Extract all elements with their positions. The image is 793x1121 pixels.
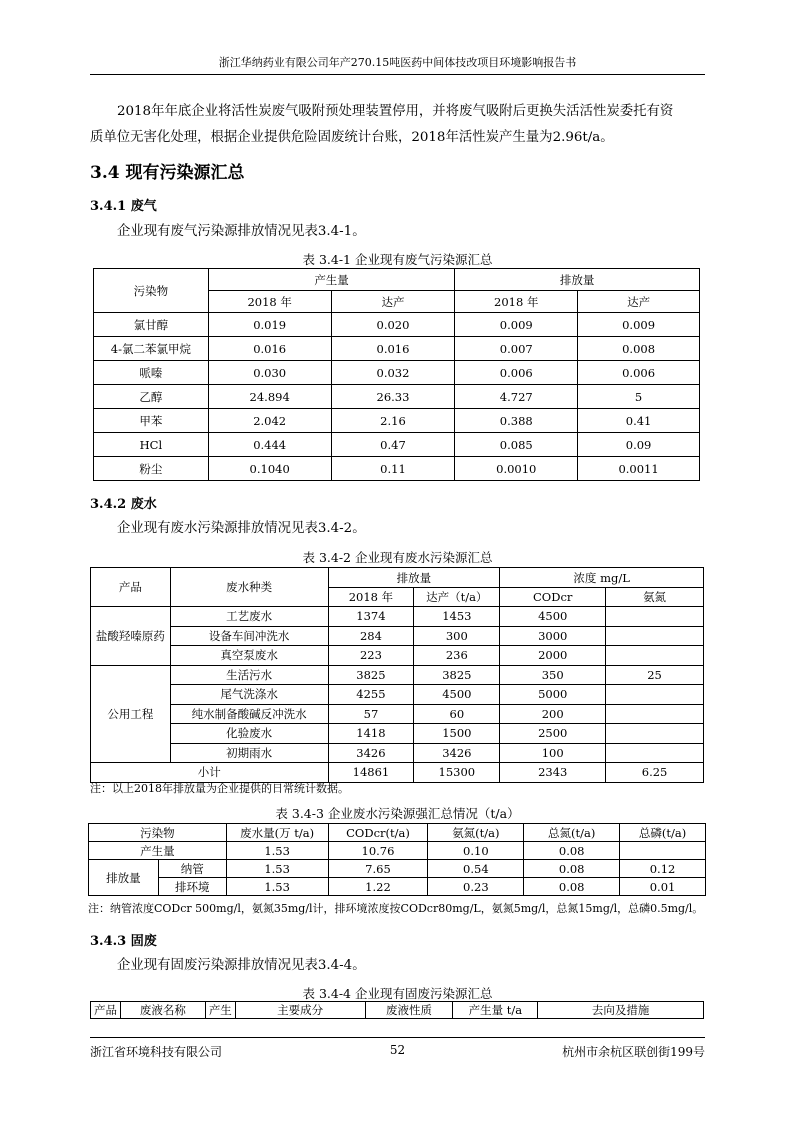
table-cell: 0.09 [578,433,700,457]
table-cell: 1374 [328,607,414,627]
table-cell: 0.006 [578,361,700,385]
page-number: 52 [389,1043,406,1057]
intro-line-1: 2018年年底企业将活性炭废气吸附预处理装置停用，并将废气吸附后更换失活活性炭委托有资 [117,104,674,119]
table-cell: 3426 [414,743,500,763]
table-cell: 24.894 [208,385,331,409]
water-type: 纯水制备酸碱反冲洗水 [170,704,328,724]
table-cell: 3825 [414,665,500,685]
table-cell: 1.53 [226,878,328,896]
table-row [89,860,706,878]
paragraph-gas: 企业现有废气污染源排放情况见表3.4-1。 [117,224,366,239]
table-cell: 300 [414,626,500,646]
header-emit: 排放量 [328,568,500,588]
header-cell: 废液性质 [365,1002,453,1019]
water-type: 初期雨水 [170,743,328,763]
header-cell: 废水量(万 t/a) [226,824,328,842]
wastewater-table [90,567,704,783]
table-cell: 223 [328,646,414,666]
table-cell: 0.016 [208,337,331,361]
table-cell [620,842,706,860]
paragraph-water: 企业现有废水污染源排放情况见表3.4-2。 [117,521,366,536]
pollutant-name: 哌嗪 [94,361,209,385]
table-cell [606,724,704,744]
table-cell: 0.007 [455,337,578,361]
table4-caption: 表 3.4-4 企业现有固废污染源汇总 [302,986,493,1001]
table-row [91,724,704,744]
section-heading-3-4: 3.4 现有污染源汇总 [90,163,245,183]
table-row [94,409,700,433]
footer-company: 浙江省环境科技有限公司 [90,1045,223,1059]
header-cell: 总氮(t/a) [524,824,620,842]
product-group: 公用工程 [91,665,171,763]
header-ammonia: 氨氮 [606,588,704,607]
header-2018: 2018 年 [208,291,331,313]
table-cell: 0.08 [524,842,620,860]
table-cell: 236 [414,646,500,666]
table-cell: 2000 [500,646,606,666]
header-cell: 产生 [205,1002,235,1019]
table3-caption: 表 3.4-3 企业废水污染源强汇总情况（t/a） [275,806,520,821]
header-2018: 2018 年 [328,588,414,607]
water-type: 生活污水 [170,665,328,685]
table-cell: 0.444 [208,433,331,457]
table2-note: 注：以上2018年排放量为企业提供的日常统计数据。 [90,782,349,795]
header-row [89,824,706,842]
table-cell: 350 [500,665,606,685]
table-cell: 0.08 [524,878,620,896]
table-cell [606,743,704,763]
table-cell: 2343 [500,763,606,783]
section-heading-3-4-1: 3.4.1 废气 [90,199,157,214]
table-row [94,313,700,337]
table-row [89,842,706,860]
pollutant-name: 粉尘 [94,457,209,481]
header-cod: CODcr [500,588,606,607]
section-heading-3-4-2: 3.4.2 废水 [90,497,157,512]
header-cell: 废液名称 [120,1002,205,1019]
table-cell: 0.032 [331,361,455,385]
table-cell: 2500 [500,724,606,744]
table-cell: 1.53 [226,860,328,878]
header-2018: 2018 年 [455,291,578,313]
subtotal-label: 小计 [91,763,329,783]
table-cell: 0.009 [578,313,700,337]
table-row [89,878,706,896]
header-full: 达产 [331,291,455,313]
wastewater-source-table [88,823,706,896]
header-cell: 主要成分 [235,1002,365,1019]
water-type: 工艺废水 [170,607,328,627]
section-heading-3-4-3: 3.4.3 固废 [90,934,157,949]
table-cell: 4.727 [455,385,578,409]
header-cell: 总磷(t/a) [620,824,706,842]
page-footer [90,1037,705,1059]
table-cell: 0.1040 [208,457,331,481]
table-cell: 0.008 [578,337,700,361]
table-cell: 5 [578,385,700,409]
intro-line-2: 质单位无害化处理，根据企业提供危险固废统计台账，2018年活性炭产生量为2.96t/a。 [90,130,614,145]
footer-address: 杭州市余杭区联创街199号 [562,1045,705,1059]
table-cell: 1453 [414,607,500,627]
table-cell: 100 [500,743,606,763]
table-cell: 0.020 [331,313,455,337]
table-row [91,607,704,627]
table-cell: 5000 [500,685,606,705]
emit-type: 纳管 [158,860,226,878]
table-cell: 0.388 [455,409,578,433]
table-row [91,626,704,646]
table-cell: 0.12 [620,860,706,878]
table-cell: 0.085 [455,433,578,457]
table-cell: 0.41 [578,409,700,433]
header-emit: 排放量 [455,269,700,291]
table-cell: 0.11 [331,457,455,481]
table-row [91,646,704,666]
table-cell: 0.009 [455,313,578,337]
header-cell: CODcr(t/a) [328,824,428,842]
table-row [94,457,700,481]
table-cell [606,646,704,666]
header-product: 产品 [91,568,171,607]
table-cell: 0.10 [428,842,524,860]
table-cell: 60 [414,704,500,724]
table-cell: 0.006 [455,361,578,385]
table-cell: 6.25 [606,763,704,783]
table-cell: 4500 [414,685,500,705]
pollutant-name: 甲苯 [94,409,209,433]
table-cell: 4500 [500,607,606,627]
header-concentration: 浓度 mg/L [500,568,704,588]
table-cell: 3825 [328,665,414,685]
emit-label: 排放量 [89,860,159,896]
table-row [94,385,700,409]
table-cell: 0.01 [620,878,706,896]
table-cell: 1.53 [226,842,328,860]
pollutant-name: 4-氯二苯氯甲烷 [94,337,209,361]
table-cell [606,607,704,627]
header-cell: 产生量 t/a [453,1002,538,1019]
table-cell: 15300 [414,763,500,783]
page-header: 浙江华纳药业有限公司年产270.15吨医药中间体技改项目环境影响报告书 [90,54,705,75]
table-cell: 2.042 [208,409,331,433]
table-row [94,361,700,385]
header-water-type: 废水种类 [170,568,328,607]
water-type: 化验废水 [170,724,328,744]
table-cell: 25 [606,665,704,685]
table-cell [606,626,704,646]
table-cell: 7.65 [328,860,428,878]
table-cell: 10.76 [328,842,428,860]
header-cell: 氨氮(t/a) [428,824,524,842]
table-cell: 0.54 [428,860,524,878]
table1-caption: 表 3.4-1 企业现有废气污染源汇总 [302,252,493,267]
table-cell: 0.019 [208,313,331,337]
table-cell: 0.030 [208,361,331,385]
header-cell: 去向及措施 [538,1002,704,1019]
header-pollutant: 污染物 [94,269,209,313]
table-cell [606,685,704,705]
pollutant-name: 氯甘醇 [94,313,209,337]
water-type: 尾气洗涤水 [170,685,328,705]
emit-type: 排环境 [158,878,226,896]
table-cell: 1418 [328,724,414,744]
solid-waste-table [90,1001,704,1019]
table3-note: 注：纳管浓度CODcr 500mg/l，氨氮35mg/l计，排环境浓度按CODcr80mg/L，氨氮5mg/l，总氮15mg/l，总磷0.5mg/l。 [88,902,704,915]
table-row [91,665,704,685]
header-produce: 产生量 [208,269,455,291]
table-row [94,337,700,361]
table-cell [606,704,704,724]
table-cell: 4255 [328,685,414,705]
table-row [91,743,704,763]
table-cell: 0.47 [331,433,455,457]
table-cell: 3000 [500,626,606,646]
table-cell: 0.0011 [578,457,700,481]
intro-paragraph [90,99,705,151]
table-cell: 284 [328,626,414,646]
produce-label: 产生量 [89,842,227,860]
table-cell: 1500 [414,724,500,744]
pollutant-name: HCl [94,433,209,457]
pollutant-name: 乙醇 [94,385,209,409]
table-cell: 0.0010 [455,457,578,481]
table-cell: 2.16 [331,409,455,433]
table-cell: 200 [500,704,606,724]
paragraph-solid: 企业现有固废污染源排放情况见表3.4-4。 [117,958,366,973]
table-row [94,433,700,457]
gas-pollution-table [93,268,700,481]
table2-caption: 表 3.4-2 企业现有废水污染源汇总 [302,550,493,565]
header-full: 达产 [578,291,700,313]
table-cell: 3426 [328,743,414,763]
header-full: 达产（t/a） [414,588,500,607]
table-cell: 26.33 [331,385,455,409]
table-cell: 0.08 [524,860,620,878]
table-cell: 57 [328,704,414,724]
water-type: 设备车间冲洗水 [170,626,328,646]
table-cell: 14861 [328,763,414,783]
water-type: 真空泵废水 [170,646,328,666]
table-cell: 0.23 [428,878,524,896]
header-pollutant: 污染物 [89,824,227,842]
table-row [91,704,704,724]
table-cell: 0.016 [331,337,455,361]
header-row [91,1002,704,1019]
product-group: 盐酸羟嗪原药 [91,607,171,666]
table-cell: 1.22 [328,878,428,896]
table-row [91,685,704,705]
header-cell: 产品 [91,1002,121,1019]
